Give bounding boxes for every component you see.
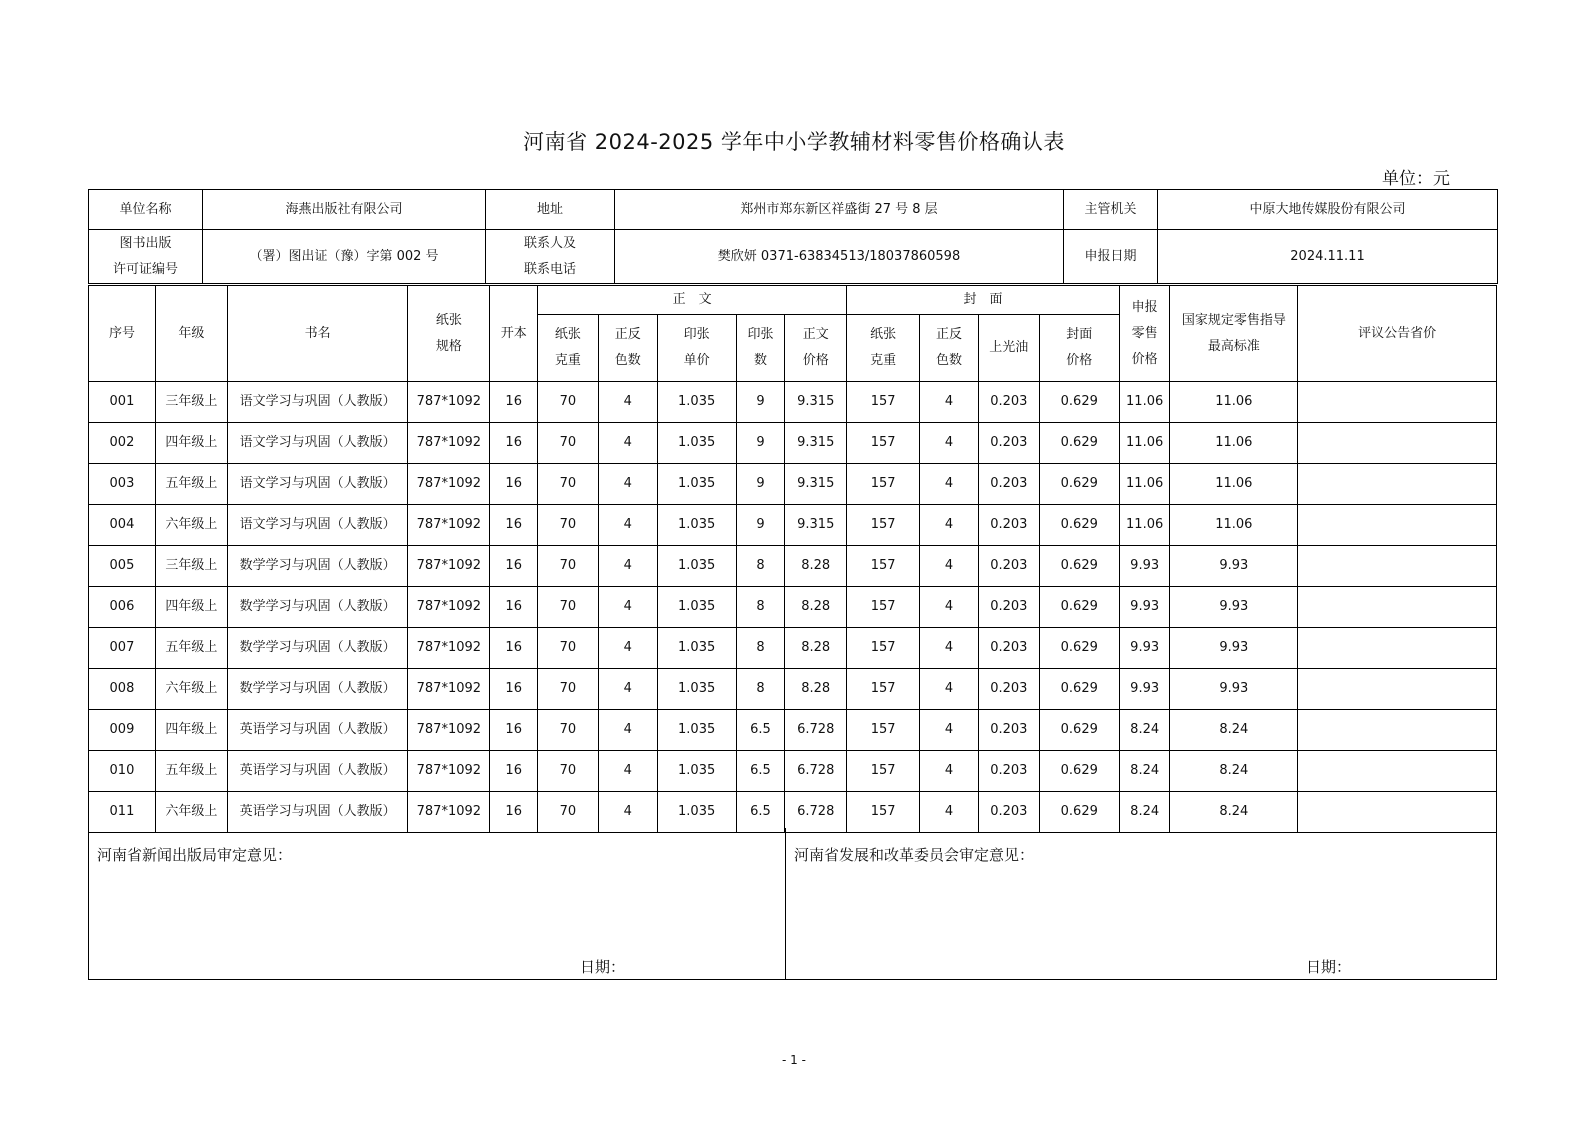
declare-date-label: 申报日期 bbox=[1064, 230, 1158, 284]
cell-grade: 五年级上 bbox=[155, 464, 227, 505]
cell-cover-colors: 4 bbox=[920, 587, 979, 628]
cell-standard: 11.06 bbox=[1170, 464, 1298, 505]
cell-spec: 787*1092 bbox=[408, 792, 490, 833]
cell-review bbox=[1298, 464, 1497, 505]
cell-body-sheets: 6.5 bbox=[736, 751, 785, 792]
cell-body-sheets: 8 bbox=[736, 628, 785, 669]
cell-body-weight: 70 bbox=[538, 382, 599, 423]
cell-declared-price: 9.93 bbox=[1119, 669, 1170, 710]
cell-body-colors: 4 bbox=[598, 505, 657, 546]
cell-body-price: 9.315 bbox=[785, 423, 847, 464]
cell-cover-price: 0.629 bbox=[1039, 792, 1119, 833]
header-paper-spec: 纸张 规格 bbox=[408, 286, 490, 382]
cell-standard: 11.06 bbox=[1170, 423, 1298, 464]
press-bureau-opinion bbox=[89, 828, 786, 979]
unit-label: 单位：元 bbox=[1382, 169, 1450, 189]
cell-cover-colors: 4 bbox=[920, 751, 979, 792]
cell-cover-gloss: 0.203 bbox=[978, 751, 1039, 792]
cell-body-unit-price: 1.035 bbox=[657, 423, 736, 464]
table-row bbox=[89, 792, 1497, 833]
cell-body-weight: 70 bbox=[538, 423, 599, 464]
cell-book: 数学学习与巩固（人教版） bbox=[227, 669, 407, 710]
cell-body-sheets: 9 bbox=[736, 464, 785, 505]
cell-cover-price: 0.629 bbox=[1039, 546, 1119, 587]
cell-body-unit-price: 1.035 bbox=[657, 669, 736, 710]
cell-cover-colors: 4 bbox=[920, 464, 979, 505]
license-value: （署）图出证（豫）字第 002 号 bbox=[203, 230, 486, 284]
header-body-weight: 纸张 克重 bbox=[538, 315, 599, 382]
cell-body-colors: 4 bbox=[598, 546, 657, 587]
cell-seq: 004 bbox=[89, 505, 156, 546]
unit-name-value: 海燕出版社有限公司 bbox=[203, 190, 486, 230]
cell-body-colors: 4 bbox=[598, 464, 657, 505]
cell-review bbox=[1298, 628, 1497, 669]
cell-spec: 787*1092 bbox=[408, 464, 490, 505]
cell-body-price: 8.28 bbox=[785, 587, 847, 628]
cell-cover-colors: 4 bbox=[920, 382, 979, 423]
header-grade: 年级 bbox=[155, 286, 227, 382]
header-body-price: 正文 价格 bbox=[785, 315, 847, 382]
contact-value: 樊欣妍 0371-63834513/18037860598 bbox=[615, 230, 1064, 284]
cell-format: 16 bbox=[490, 792, 538, 833]
cell-spec: 787*1092 bbox=[408, 710, 490, 751]
header-body-sheets: 印张 数 bbox=[736, 315, 785, 382]
cell-grade: 五年级上 bbox=[155, 751, 227, 792]
cell-book: 语文学习与巩固（人教版） bbox=[227, 382, 407, 423]
ndrc-opinion-label: 河南省发展和改革委员会审定意见： bbox=[794, 846, 1035, 864]
cell-body-weight: 70 bbox=[538, 792, 599, 833]
cell-seq: 005 bbox=[89, 546, 156, 587]
header-cover-gloss: 上光油 bbox=[978, 315, 1039, 382]
table-row bbox=[89, 587, 1497, 628]
cell-body-price: 9.315 bbox=[785, 382, 847, 423]
header-cover-price: 封面 价格 bbox=[1039, 315, 1119, 382]
cell-cover-colors: 4 bbox=[920, 423, 979, 464]
cell-book: 语文学习与巩固（人教版） bbox=[227, 505, 407, 546]
cell-body-unit-price: 1.035 bbox=[657, 464, 736, 505]
cell-format: 16 bbox=[490, 382, 538, 423]
address-value: 郑州市郑东新区祥盛街 27 号 8 层 bbox=[615, 190, 1064, 230]
cell-review bbox=[1298, 669, 1497, 710]
cell-standard: 8.24 bbox=[1170, 710, 1298, 751]
cell-format: 16 bbox=[490, 423, 538, 464]
approval-section bbox=[88, 828, 1497, 980]
cell-cover-weight: 157 bbox=[847, 710, 920, 751]
cell-cover-gloss: 0.203 bbox=[978, 546, 1039, 587]
cell-cover-weight: 157 bbox=[847, 505, 920, 546]
cell-grade: 三年级上 bbox=[155, 382, 227, 423]
cell-format: 16 bbox=[490, 628, 538, 669]
cell-grade: 四年级上 bbox=[155, 710, 227, 751]
cell-seq: 006 bbox=[89, 587, 156, 628]
cell-grade: 六年级上 bbox=[155, 792, 227, 833]
cell-cover-weight: 157 bbox=[847, 751, 920, 792]
cell-review bbox=[1298, 382, 1497, 423]
cell-declared-price: 11.06 bbox=[1119, 382, 1170, 423]
cell-cover-weight: 157 bbox=[847, 628, 920, 669]
cell-format: 16 bbox=[490, 505, 538, 546]
unit-name-label: 单位名称 bbox=[89, 190, 203, 230]
cell-cover-colors: 4 bbox=[920, 792, 979, 833]
table-row bbox=[89, 382, 1497, 423]
cell-body-price: 6.728 bbox=[785, 751, 847, 792]
cell-review bbox=[1298, 505, 1497, 546]
cell-cover-gloss: 0.203 bbox=[978, 792, 1039, 833]
cell-cover-price: 0.629 bbox=[1039, 464, 1119, 505]
header-review: 评议公告省价 bbox=[1298, 286, 1497, 382]
cell-body-weight: 70 bbox=[538, 628, 599, 669]
cell-body-price: 9.315 bbox=[785, 505, 847, 546]
cell-cover-weight: 157 bbox=[847, 546, 920, 587]
cell-cover-colors: 4 bbox=[920, 628, 979, 669]
cell-cover-gloss: 0.203 bbox=[978, 464, 1039, 505]
cell-declared-price: 11.06 bbox=[1119, 464, 1170, 505]
cell-book: 英语学习与巩固（人教版） bbox=[227, 792, 407, 833]
cell-body-price: 8.28 bbox=[785, 546, 847, 587]
cell-declared-price: 11.06 bbox=[1119, 505, 1170, 546]
price-table bbox=[88, 285, 1497, 833]
cell-review bbox=[1298, 792, 1497, 833]
authority-value: 中原大地传媒股份有限公司 bbox=[1158, 190, 1498, 230]
cell-cover-gloss: 0.203 bbox=[978, 669, 1039, 710]
cell-cover-price: 0.629 bbox=[1039, 710, 1119, 751]
cell-body-colors: 4 bbox=[598, 792, 657, 833]
header-cover-group: 封 面 bbox=[847, 286, 1120, 315]
license-label: 图书出版 许可证编号 bbox=[89, 230, 203, 284]
cell-cover-colors: 4 bbox=[920, 505, 979, 546]
cell-body-sheets: 8 bbox=[736, 546, 785, 587]
header-body-colors: 正反 色数 bbox=[598, 315, 657, 382]
cell-spec: 787*1092 bbox=[408, 546, 490, 587]
cell-cover-weight: 157 bbox=[847, 587, 920, 628]
cell-seq: 002 bbox=[89, 423, 156, 464]
document-title: 河南省 2024-2025 学年中小学教辅材料零售价格确认表 bbox=[523, 130, 1065, 154]
table-row bbox=[89, 423, 1497, 464]
contact-label: 联系人及 联系电话 bbox=[486, 230, 615, 284]
header-declared-price: 申报 零售 价格 bbox=[1119, 286, 1170, 382]
cell-body-colors: 4 bbox=[598, 751, 657, 792]
table-row bbox=[89, 546, 1497, 587]
cell-book: 英语学习与巩固（人教版） bbox=[227, 710, 407, 751]
cell-cover-gloss: 0.203 bbox=[978, 710, 1039, 751]
cell-cover-price: 0.629 bbox=[1039, 423, 1119, 464]
cell-standard: 9.93 bbox=[1170, 669, 1298, 710]
cell-book: 语文学习与巩固（人教版） bbox=[227, 464, 407, 505]
cell-declared-price: 9.93 bbox=[1119, 628, 1170, 669]
cell-spec: 787*1092 bbox=[408, 423, 490, 464]
cell-body-sheets: 8 bbox=[736, 587, 785, 628]
ndrc-date-label: 日期： bbox=[1306, 958, 1352, 976]
cell-body-sheets: 8 bbox=[736, 669, 785, 710]
cell-body-sheets: 6.5 bbox=[736, 710, 785, 751]
cell-cover-colors: 4 bbox=[920, 546, 979, 587]
cell-grade: 六年级上 bbox=[155, 669, 227, 710]
cell-body-colors: 4 bbox=[598, 669, 657, 710]
cell-cover-price: 0.629 bbox=[1039, 628, 1119, 669]
cell-cover-gloss: 0.203 bbox=[978, 505, 1039, 546]
header-seq: 序号 bbox=[89, 286, 156, 382]
table-row bbox=[89, 464, 1497, 505]
table-row bbox=[89, 751, 1497, 792]
cell-book: 数学学习与巩固（人教版） bbox=[227, 587, 407, 628]
cell-spec: 787*1092 bbox=[408, 751, 490, 792]
table-row bbox=[89, 669, 1497, 710]
cell-body-weight: 70 bbox=[538, 505, 599, 546]
cell-declared-price: 11.06 bbox=[1119, 423, 1170, 464]
cell-body-price: 8.28 bbox=[785, 669, 847, 710]
cell-body-weight: 70 bbox=[538, 464, 599, 505]
header-cover-weight: 纸张 克重 bbox=[847, 315, 920, 382]
cell-seq: 001 bbox=[89, 382, 156, 423]
cell-spec: 787*1092 bbox=[408, 505, 490, 546]
press-bureau-date-label: 日期： bbox=[580, 958, 626, 976]
cell-cover-weight: 157 bbox=[847, 792, 920, 833]
cell-body-unit-price: 1.035 bbox=[657, 751, 736, 792]
cell-cover-gloss: 0.203 bbox=[978, 628, 1039, 669]
cell-standard: 11.06 bbox=[1170, 505, 1298, 546]
cell-standard: 11.06 bbox=[1170, 382, 1298, 423]
cell-declared-price: 8.24 bbox=[1119, 792, 1170, 833]
cell-format: 16 bbox=[490, 751, 538, 792]
publisher-info-table bbox=[88, 189, 1498, 284]
cell-format: 16 bbox=[490, 546, 538, 587]
cell-body-unit-price: 1.035 bbox=[657, 710, 736, 751]
cell-seq: 009 bbox=[89, 710, 156, 751]
cell-body-price: 8.28 bbox=[785, 628, 847, 669]
cell-grade: 四年级上 bbox=[155, 423, 227, 464]
cell-grade: 四年级上 bbox=[155, 587, 227, 628]
cell-cover-gloss: 0.203 bbox=[978, 423, 1039, 464]
cell-body-weight: 70 bbox=[538, 669, 599, 710]
header-body-unit-price: 印张 单价 bbox=[657, 315, 736, 382]
cell-review bbox=[1298, 751, 1497, 792]
cell-grade: 五年级上 bbox=[155, 628, 227, 669]
cell-body-unit-price: 1.035 bbox=[657, 792, 736, 833]
cell-body-unit-price: 1.035 bbox=[657, 505, 736, 546]
cell-cover-weight: 157 bbox=[847, 669, 920, 710]
table-row bbox=[89, 628, 1497, 669]
cell-spec: 787*1092 bbox=[408, 628, 490, 669]
declare-date-value: 2024.11.11 bbox=[1158, 230, 1498, 284]
cell-standard: 9.93 bbox=[1170, 546, 1298, 587]
cell-review bbox=[1298, 423, 1497, 464]
header-standard: 国家规定零售指导 最高标准 bbox=[1170, 286, 1298, 382]
cell-declared-price: 9.93 bbox=[1119, 546, 1170, 587]
cell-body-sheets: 9 bbox=[736, 423, 785, 464]
cell-cover-price: 0.629 bbox=[1039, 382, 1119, 423]
cell-cover-price: 0.629 bbox=[1039, 505, 1119, 546]
cell-grade: 三年级上 bbox=[155, 546, 227, 587]
cell-body-price: 6.728 bbox=[785, 710, 847, 751]
cell-body-sheets: 6.5 bbox=[736, 792, 785, 833]
cell-cover-price: 0.629 bbox=[1039, 669, 1119, 710]
cell-body-weight: 70 bbox=[538, 587, 599, 628]
table-row bbox=[89, 505, 1497, 546]
cell-format: 16 bbox=[490, 464, 538, 505]
cell-format: 16 bbox=[490, 710, 538, 751]
cell-spec: 787*1092 bbox=[408, 669, 490, 710]
cell-seq: 003 bbox=[89, 464, 156, 505]
cell-declared-price: 9.93 bbox=[1119, 587, 1170, 628]
cell-body-unit-price: 1.035 bbox=[657, 382, 736, 423]
cell-book: 英语学习与巩固（人教版） bbox=[227, 751, 407, 792]
header-format: 开本 bbox=[490, 286, 538, 382]
cell-seq: 007 bbox=[89, 628, 156, 669]
cell-review bbox=[1298, 546, 1497, 587]
cell-body-colors: 4 bbox=[598, 382, 657, 423]
table-row bbox=[89, 710, 1497, 751]
cell-seq: 010 bbox=[89, 751, 156, 792]
cell-body-weight: 70 bbox=[538, 710, 599, 751]
cell-body-sheets: 9 bbox=[736, 505, 785, 546]
cell-format: 16 bbox=[490, 669, 538, 710]
cell-body-weight: 70 bbox=[538, 751, 599, 792]
header-book: 书名 bbox=[227, 286, 407, 382]
cell-book: 数学学习与巩固（人教版） bbox=[227, 628, 407, 669]
ndrc-opinion bbox=[786, 828, 1496, 979]
cell-cover-price: 0.629 bbox=[1039, 587, 1119, 628]
cell-body-unit-price: 1.035 bbox=[657, 587, 736, 628]
cell-cover-weight: 157 bbox=[847, 423, 920, 464]
cell-cover-weight: 157 bbox=[847, 464, 920, 505]
cell-body-weight: 70 bbox=[538, 546, 599, 587]
cell-standard: 9.93 bbox=[1170, 587, 1298, 628]
address-label: 地址 bbox=[486, 190, 615, 230]
cell-review bbox=[1298, 710, 1497, 751]
cell-grade: 六年级上 bbox=[155, 505, 227, 546]
cell-standard: 9.93 bbox=[1170, 628, 1298, 669]
cell-body-colors: 4 bbox=[598, 628, 657, 669]
press-bureau-opinion-label: 河南省新闻出版局审定意见： bbox=[97, 846, 293, 864]
cell-body-unit-price: 1.035 bbox=[657, 546, 736, 587]
cell-spec: 787*1092 bbox=[408, 587, 490, 628]
cell-declared-price: 8.24 bbox=[1119, 751, 1170, 792]
cell-cover-colors: 4 bbox=[920, 669, 979, 710]
cell-standard: 8.24 bbox=[1170, 751, 1298, 792]
cell-body-unit-price: 1.035 bbox=[657, 628, 736, 669]
cell-book: 数学学习与巩固（人教版） bbox=[227, 546, 407, 587]
cell-body-sheets: 9 bbox=[736, 382, 785, 423]
authority-label: 主管机关 bbox=[1064, 190, 1158, 230]
cell-cover-gloss: 0.203 bbox=[978, 587, 1039, 628]
cell-body-price: 6.728 bbox=[785, 792, 847, 833]
cell-spec: 787*1092 bbox=[408, 382, 490, 423]
cell-seq: 011 bbox=[89, 792, 156, 833]
cell-format: 16 bbox=[490, 587, 538, 628]
cell-cover-weight: 157 bbox=[847, 382, 920, 423]
cell-review bbox=[1298, 587, 1497, 628]
header-cover-colors: 正反 色数 bbox=[920, 315, 979, 382]
header-body-group: 正 文 bbox=[538, 286, 847, 315]
cell-body-price: 9.315 bbox=[785, 464, 847, 505]
cell-cover-colors: 4 bbox=[920, 710, 979, 751]
cell-book: 语文学习与巩固（人教版） bbox=[227, 423, 407, 464]
cell-cover-price: 0.629 bbox=[1039, 751, 1119, 792]
cell-cover-gloss: 0.203 bbox=[978, 382, 1039, 423]
cell-body-colors: 4 bbox=[598, 423, 657, 464]
cell-body-colors: 4 bbox=[598, 587, 657, 628]
cell-seq: 008 bbox=[89, 669, 156, 710]
cell-body-colors: 4 bbox=[598, 710, 657, 751]
page-number: - 1 - bbox=[782, 1053, 806, 1067]
cell-declared-price: 8.24 bbox=[1119, 710, 1170, 751]
cell-standard: 8.24 bbox=[1170, 792, 1298, 833]
